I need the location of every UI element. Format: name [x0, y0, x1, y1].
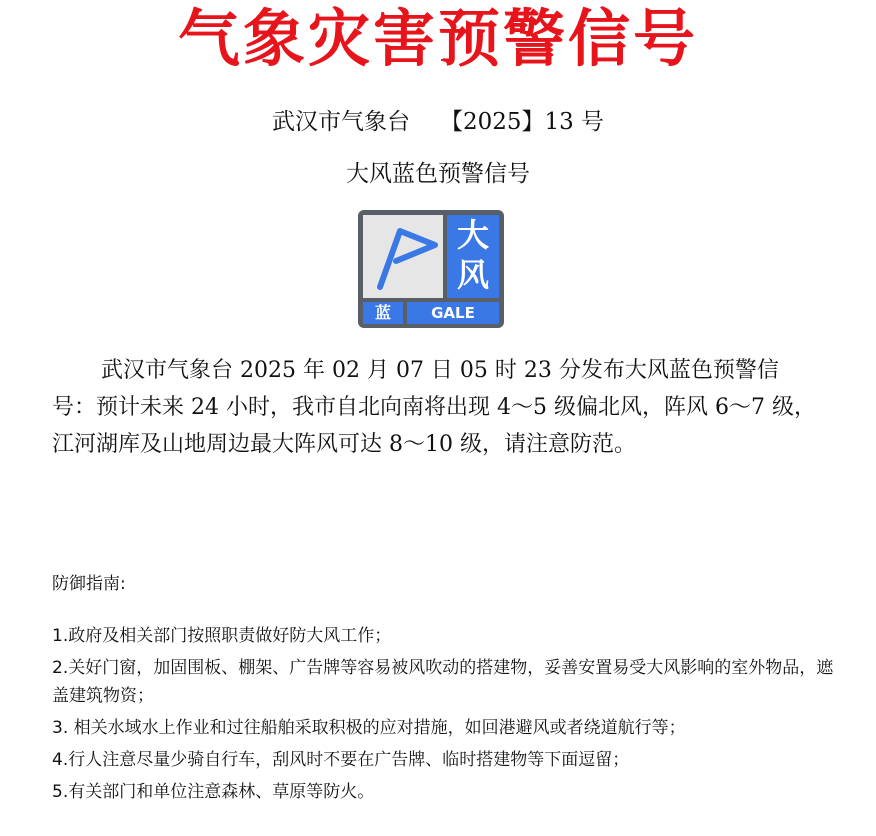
guide-item: 1.政府及相关部门按照职责做好防大风工作； — [52, 626, 392, 646]
guide-item: 4.行人注意尽量少骑自行车，刮风时不要在广告牌、临时搭建物等下面逗留； — [52, 750, 630, 770]
badge-char-da: 大 — [456, 216, 489, 254]
guide-item: 5.有关部门和单位注意森林、草原等防火。 — [52, 782, 375, 802]
gale-blue-warning-badge — [358, 210, 504, 328]
guide-list — [52, 622, 842, 810]
issuer-line — [0, 106, 876, 138]
doc-number: 【2025】13 号 — [439, 109, 605, 135]
guide-item: 3. 相关水域水上作业和过往船舶采取积极的应对措施，如回港避风或者绕道航行等； — [52, 718, 686, 738]
page-title: 气象灾害预警信号 — [177, 2, 698, 75]
guide-title: 防御指南: — [52, 574, 126, 594]
badge-color-label: 蓝 — [363, 302, 403, 324]
flag-icon — [363, 215, 443, 298]
flag-panel — [363, 215, 443, 298]
badge-char-feng: 风 — [456, 256, 489, 294]
badge-english-label: GALE — [407, 302, 499, 324]
guide-item: 2.关好门窗，加固围板、棚架、广告牌等容易被风吹动的搭建物，妥善安置易受大风影响的室外物品，遮盖建筑物资； — [52, 658, 834, 706]
signal-name: 大风蓝色预警信号 — [346, 161, 530, 187]
bulletin-text: 武汉市气象台 2025 年 02 月 07 日 05 时 23 分发布大风蓝色预警信号：预计未来 24 小时，我市自北向南将出现 4～5 级偏北风，阵风 6～7 级，江河湖库及山地周边最大阵风可达 8～10 级，请注意防范。 — [52, 358, 816, 457]
issuer: 武汉市气象台 — [271, 109, 410, 135]
badge-chars — [447, 215, 499, 298]
